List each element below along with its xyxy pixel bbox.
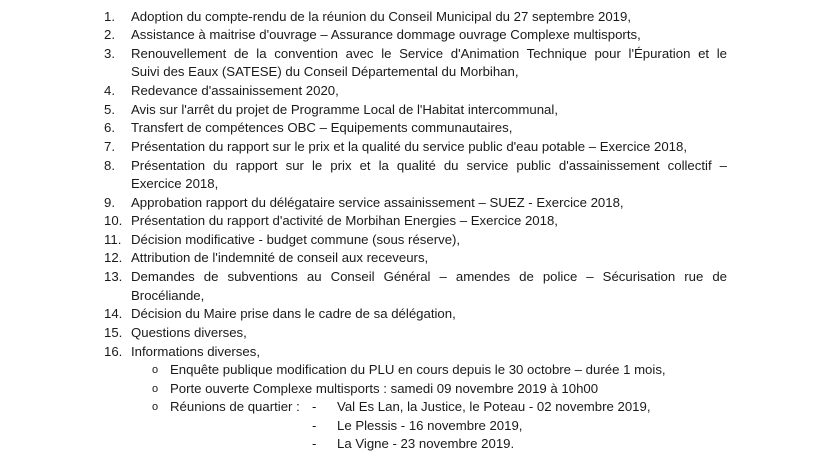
- meeting-text: Val Es Lan, la Justice, le Poteau - 02 novembre 2019,: [337, 399, 651, 414]
- item-text: Avis sur l'arrêt du projet de Programme Local de l'Habitat intercommunal,: [131, 102, 558, 117]
- item-text: Transfert de compétences OBC – Equipements communautaires,: [131, 120, 513, 135]
- sub-item-text: Réunions de quartier :: [170, 399, 300, 414]
- item-number: 5.: [104, 102, 115, 117]
- item-text: Assistance à maitrise d'ouvrage – Assurance dommage ouvrage Complexe multisports,: [131, 27, 641, 42]
- item-number: 9.: [104, 195, 115, 210]
- item-text: Attribution de l'indemnité de conseil aux receveurs,: [131, 250, 429, 265]
- item-text: Demandes de subventions au Conseil Général – amendes de police – Sécurisation rue de: [131, 269, 727, 284]
- item-number: 4.: [104, 83, 115, 98]
- item-text: Informations diverses,: [131, 344, 260, 359]
- meeting-text: Le Plessis - 16 novembre 2019,: [337, 418, 523, 433]
- item-text: Présentation du rapport sur le prix et la qualité du service public d'eau potable – Exercice 2018,: [131, 139, 687, 154]
- item-text: Décision modificative - budget commune (sous réserve),: [131, 232, 461, 247]
- meeting-dash: -: [312, 399, 317, 414]
- item-text: Redevance d'assainissement 2020,: [131, 83, 339, 98]
- item-text-continuation: Brocéliande,: [131, 288, 205, 303]
- item-text-continuation: Suivi des Eaux (SATESE) du Conseil Départemental du Morbihan,: [131, 64, 519, 79]
- item-number: 15.: [104, 325, 123, 340]
- item-number: 11.: [104, 232, 122, 247]
- item-number: 10.: [104, 213, 123, 228]
- item-number: 16.: [104, 344, 123, 359]
- meeting-text: La Vigne - 23 novembre 2019.: [337, 436, 515, 451]
- item-text-continuation: Exercice 2018,: [131, 176, 219, 191]
- sub-item-text: Enquête publique modification du PLU en cours depuis le 30 octobre – durée 1 mois,: [170, 362, 666, 377]
- item-number: 13.: [104, 269, 123, 284]
- item-text: Présentation du rapport sur le prix et la qualité du service public d'assainissement collectif –: [131, 158, 727, 173]
- sub-item-text: Porte ouverte Complexe multisports : samedi 09 novembre 2019 à 10h00: [170, 381, 599, 396]
- item-number: 1.: [104, 9, 115, 24]
- item-number: 14.: [104, 306, 123, 321]
- circle-bullet-icon: o: [151, 401, 159, 413]
- item-number: 2.: [104, 27, 115, 42]
- item-text: Approbation rapport du délégataire service assainissement – SUEZ - Exercice 2018,: [131, 195, 624, 210]
- item-text: Décision du Maire prise dans le cadre de sa délégation,: [131, 306, 456, 321]
- item-number: 7.: [104, 139, 115, 154]
- item-number: 6.: [104, 120, 115, 135]
- item-number: 3.: [104, 46, 115, 61]
- item-number: 8.: [104, 158, 115, 173]
- item-text: Présentation du rapport d'activité de Morbihan Energies – Exercice 2018,: [131, 213, 558, 228]
- meeting-dash: -: [312, 436, 317, 451]
- item-text: Questions diverses,: [131, 325, 247, 340]
- item-number: 12.: [104, 250, 123, 265]
- item-text: Renouvellement de la convention avec le Service d'Animation Technique pour l'Épuration et le: [131, 46, 727, 61]
- circle-bullet-icon: o: [151, 364, 159, 376]
- meeting-dash: -: [312, 418, 317, 433]
- circle-bullet-icon: o: [151, 383, 159, 395]
- item-text: Adoption du compte-rendu de la réunion du Conseil Municipal du 27 septembre 2019,: [131, 9, 631, 24]
